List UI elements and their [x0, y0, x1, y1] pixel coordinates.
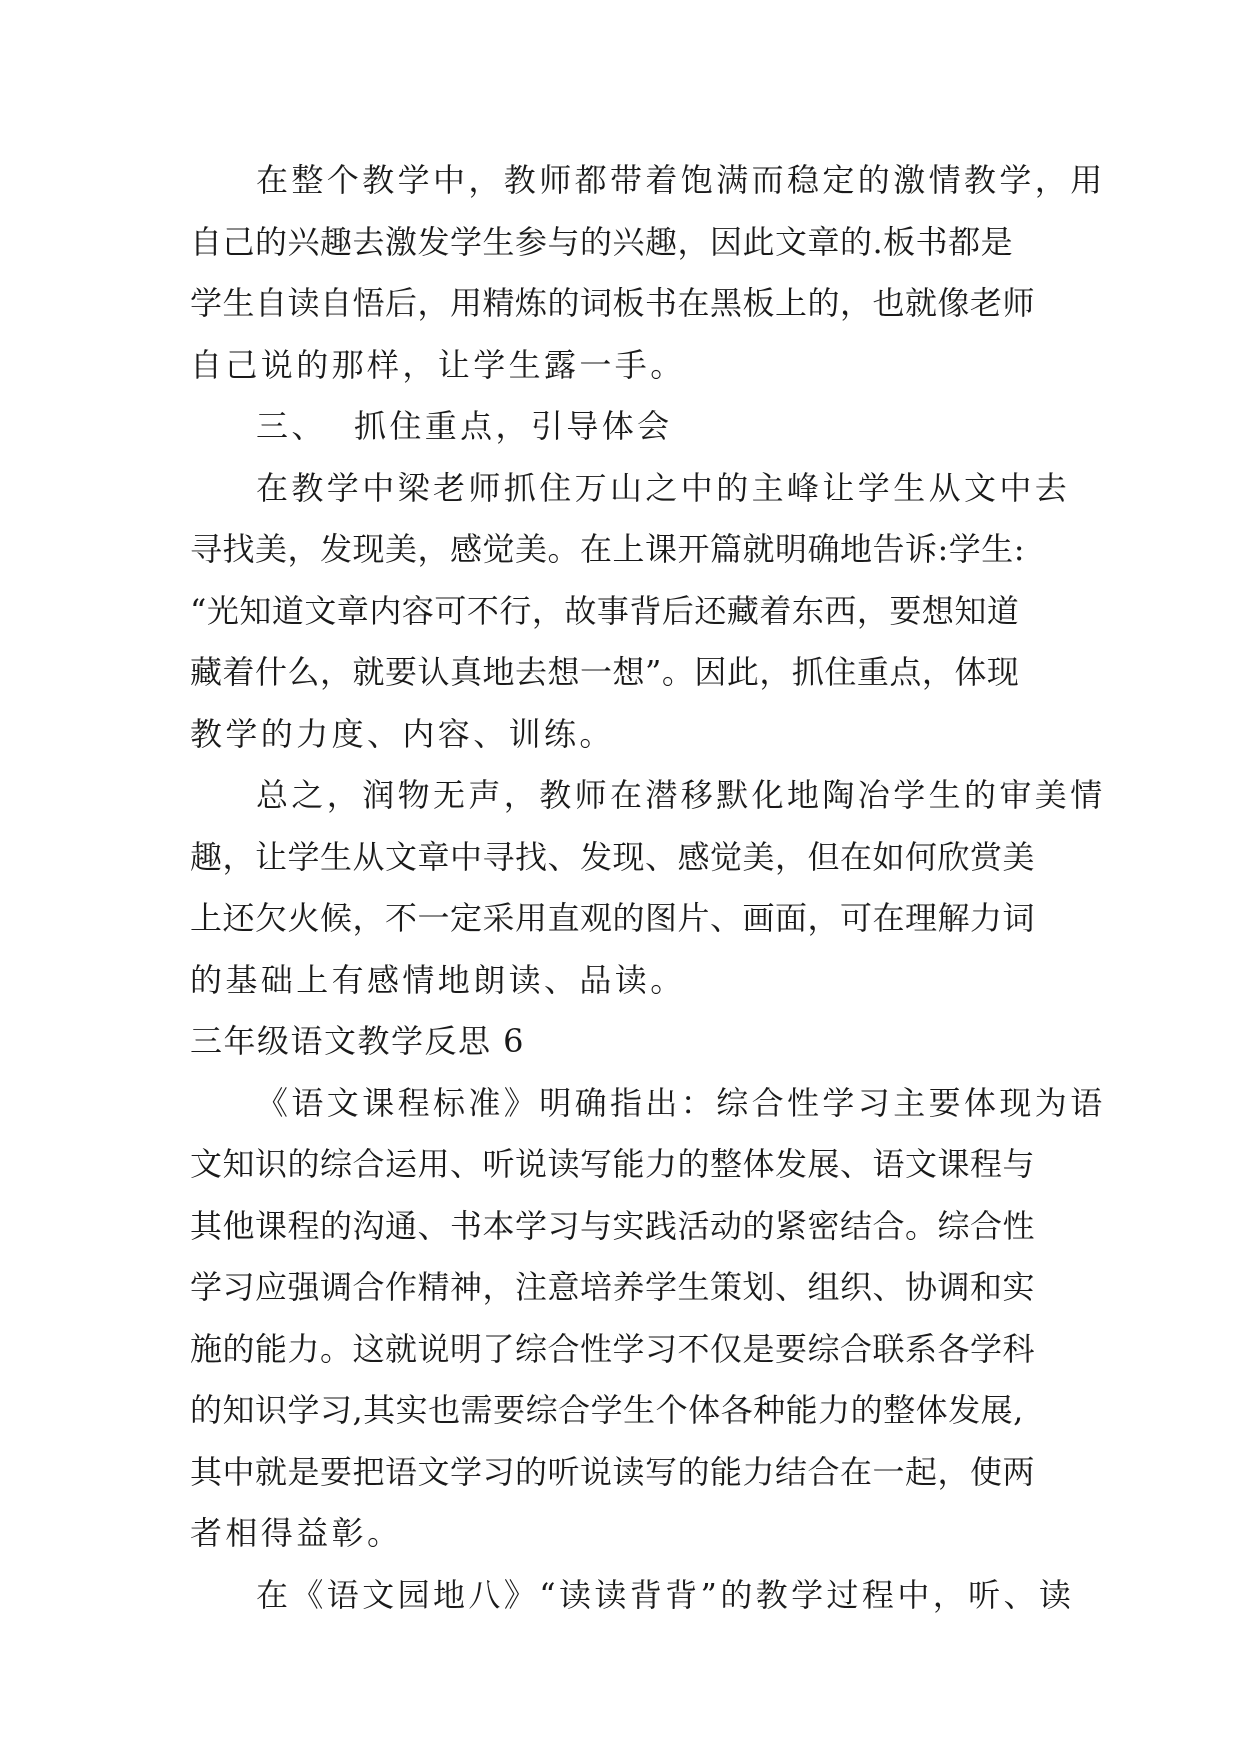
text-line: 文知识的综合运用、听说读写能力的整体发展、语文课程与 — [190, 1145, 1036, 1183]
paragraph-garden-eight — [190, 1565, 1090, 1627]
text-line: 自己的兴趣去激发学生参与的兴趣，因此文章的.板书都是 — [190, 222, 1014, 261]
text-line: 其他课程的沟通、书本学习与实践活动的紧密结合。综合性 — [190, 1206, 1036, 1245]
text-line: 寻找美，发现美，感觉美。在上课开篇就明确地告诉:学生: — [190, 530, 1026, 568]
text-line: 在教学中梁老师抓住万山之中的主峰让学生从文中去 — [256, 468, 1071, 507]
paragraph-teaching-passion — [190, 150, 1106, 396]
text-line: 的知识学习,其实也需要综合学生个体各种能力的整体发展, — [190, 1391, 1024, 1429]
section-heading-3 — [190, 396, 1090, 458]
paragraph-summary — [190, 765, 1106, 1011]
document-body — [190, 150, 1106, 1626]
text-line: 教学的力度、内容、训练。 — [190, 714, 615, 753]
text-line: 总之，润物无声，教师在潜移默化地陶冶学生的审美情 — [256, 776, 1106, 814]
heading-text: 三、 抓住重点，引导体会 — [256, 407, 673, 445]
text-line: 藏着什么，就要认真地去想一想”。因此，抓住重点，体现 — [190, 653, 1020, 691]
text-line: 者相得益彰。 — [190, 1514, 403, 1552]
text-line: 趣，让学生从文章中寻找、发现、感觉美，但在如何欣赏美 — [190, 837, 1036, 876]
text-line: 学习应强调合作精神，注意培养学生策划、组织、协调和实 — [190, 1268, 1036, 1306]
text-line: 在整个教学中，教师都带着饱满而稳定的激情教学，用 — [256, 161, 1106, 199]
text-line: 在《语文园地八》“读读背背”的教学过程中，听、读 — [256, 1575, 1075, 1614]
text-line: 施的能力。这就说明了综合性学习不仅是要综合联系各学科 — [190, 1329, 1036, 1368]
text-line: 其中就是要把语文学习的听说读写的能力结合在一起，使两 — [190, 1452, 1036, 1491]
section-title-reflection-6 — [190, 1011, 1090, 1073]
text-line: 《语文课程标准》明确指出：综合性学习主要体现为语 — [256, 1083, 1106, 1122]
text-line: 的基础上有感情地朗读、品读。 — [190, 960, 686, 999]
paragraph-curriculum-standard — [190, 1073, 1106, 1565]
text-line: “光知道文章内容可不行，故事背后还藏着东西，要想知道 — [190, 591, 1020, 630]
paragraph-key-points — [190, 458, 1090, 766]
text-line: 学生自读自悟后，用精炼的词板书在黑板上的，也就像老师 — [190, 284, 1036, 322]
text-line: 自己说的那样，让学生露一手。 — [190, 345, 686, 384]
text-line: 上还欠火候，不一定采用直观的图片、画面，可在理解力词 — [190, 899, 1036, 937]
section-title-text: 三年级语文教学反思 6 — [190, 1022, 526, 1060]
